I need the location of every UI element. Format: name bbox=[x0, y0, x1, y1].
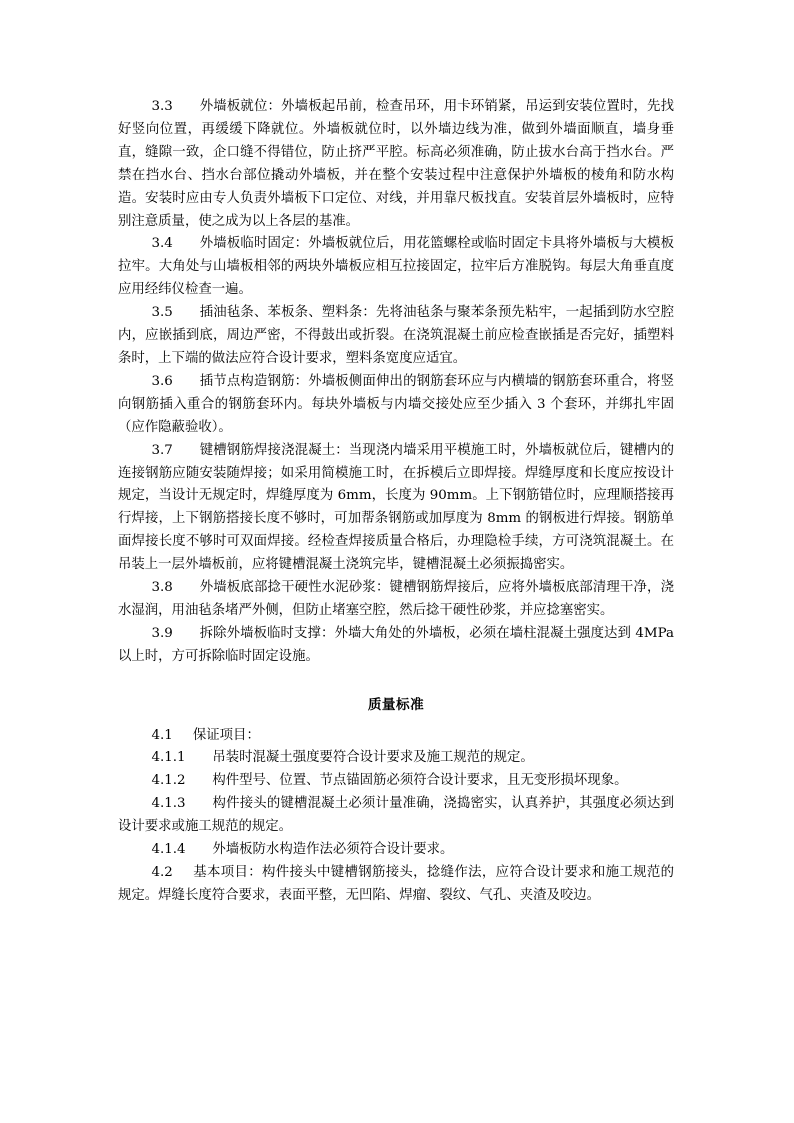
clause-number: 4.1.4 bbox=[151, 842, 186, 858]
paragraph-3-7 bbox=[118, 440, 674, 577]
clause-number: 3.5 bbox=[151, 305, 173, 321]
paragraph-3-9 bbox=[118, 623, 674, 669]
paragraph-4-1-4 bbox=[118, 839, 674, 862]
clause-text: 吊装时混凝土强度要符合设计要求及施工规范的规定。 bbox=[212, 750, 534, 766]
paragraph-3-3 bbox=[118, 96, 674, 233]
clause-text: 插节点构造钢筋：外墙板侧面伸出的钢筋套环应与内横墙的钢筋套环重合，将竖向钢筋插入重合的钢筋套环内。每块外墙板与内墙交接处应至少插入 3 个套环，并绑扎牢固（应作隐蔽验收）。 bbox=[118, 373, 674, 435]
clause-text: 构件接头的键槽混凝土必须计量准确，浇捣密实，认真养护，其强度必须达到设计要求或施工规范的规定。 bbox=[118, 796, 674, 835]
clause-text: 基本项目：构件接头中键槽钢筋接头，捻缝作法，应符合设计要求和施工规范的规定。焊缝长度符合要求，表面平整，无凹陷、焊瘤、裂纹、气孔、夹渣及咬边。 bbox=[118, 865, 674, 903]
paragraph-3-8 bbox=[118, 577, 674, 623]
clause-text: 插油毡条、苯板条、塑料条：先将油毡条与聚苯条预先粘牢，一起插到防水空腔内，应嵌插到底，周边严密，不得鼓出或折裂。在浇筑混凝土前应检查嵌插是否完好，插塑料条时，上下端的做法应符合设计要求，塑料条宽度应适宜。 bbox=[118, 305, 674, 366]
paragraph-3-5 bbox=[118, 302, 674, 371]
clause-text: 外墙板临时固定：外墙板就位后，用花篮螺栓或临时固定卡具将外墙板与大模板拉牢。大角处与山墙板相邻的两块外墙板应相互拉接固定，拉牢后方准脱钩。每层大角垂直度应用经纬仪检查一遍。 bbox=[118, 236, 674, 298]
paragraph-4-1-3 bbox=[118, 793, 674, 839]
clause-text: 键槽钢筋焊接浇混凝土：当现浇内墙采用平模施工时，外墙板就位后，键槽内的连接钢筋应随安装随焊接；如采用简模施工时，在拆模后立即焊接。焊缝厚度和长度应按设计规定，当设计无规定时，焊缝厚度为 6mm，长度为 90mm。上下钢筋错位时，应理顺搭接再行焊接，上下钢筋搭接长度不够时，可加帮条钢筋或加厚度为 8mm 的钢板进行焊接。钢筋单面焊接长度不够时可双面焊接。经检查焊接质量合格后，办理隐检手续，方可浇筑混凝土。在吊装上一层外墙板前，应将键槽混凝土浇筑完毕，键槽混凝土必须振捣密实。 bbox=[118, 442, 674, 573]
clause-text: 外墙板防水构造作法必须符合设计要求。 bbox=[212, 842, 454, 858]
paragraph-4-1-1 bbox=[118, 747, 674, 770]
paragraph-4-1-2 bbox=[118, 770, 674, 793]
paragraph-3-4 bbox=[118, 233, 674, 302]
section-heading-quality: 质量标准 bbox=[367, 696, 425, 713]
paragraph-3-6 bbox=[118, 371, 674, 440]
clause-number: 3.4 bbox=[151, 236, 173, 252]
clause-number: 4.1.3 bbox=[151, 796, 186, 812]
clause-number: 3.9 bbox=[151, 625, 173, 641]
clause-number: 3.6 bbox=[151, 373, 173, 389]
clause-text: 外墙板就位：外墙板起吊前，检查吊环，用卡环销紧，吊运到安装位置时，先找好竖向位置，再缓缓下降就位。外墙板就位时，以外墙边线为准，做到外墙面顺直，墙身垂直，缝隙一致，企口缝不得错位，防止挤严平腔。标高必须准确，防止拔水台高于挡水台。严禁在挡水台、挡水台部位撬动外墙板，并在整个安装过程中注意保护外墙板的棱角和防水构造。安装时应由专人负责外墙板下口定位、对线，并用靠尺板找直。安装首层外墙板时，应特别注意质量，使之成为以上各层的基准。 bbox=[118, 99, 674, 229]
clause-text: 保证项目： bbox=[192, 727, 260, 743]
clause-number: 3.3 bbox=[151, 99, 173, 114]
clause-text: 构件型号、位置、节点锚固筋必须符合设计要求，且无变形损坏现象。 bbox=[212, 773, 628, 789]
clause-number: 4.1.2 bbox=[151, 773, 186, 789]
clause-number: 4.2 bbox=[151, 865, 173, 880]
clause-number: 3.8 bbox=[151, 580, 173, 596]
clause-number: 3.7 bbox=[151, 442, 173, 458]
clause-text: 拆除外墙板临时支撑：外墙大角处的外墙板，必须在墙柱混凝土强度达到 4MPa 以上时，方可拆除临时固定设施。 bbox=[118, 625, 674, 664]
clause-number: 4.1 bbox=[151, 727, 173, 743]
clause-text: 外墙板底部捻干硬性水泥砂浆：键槽钢筋焊接后，应将外墙板底部清理干净，浇水湿润，用油毡条堵严外侧，但防止堵塞空腔，然后捻干硬性砂浆，并应捻塞密实。 bbox=[118, 580, 674, 618]
paragraph-4-2 bbox=[118, 862, 674, 908]
paragraph-4-1 bbox=[118, 725, 674, 748]
clause-number: 4.1.1 bbox=[151, 750, 186, 766]
document-page bbox=[118, 96, 674, 908]
